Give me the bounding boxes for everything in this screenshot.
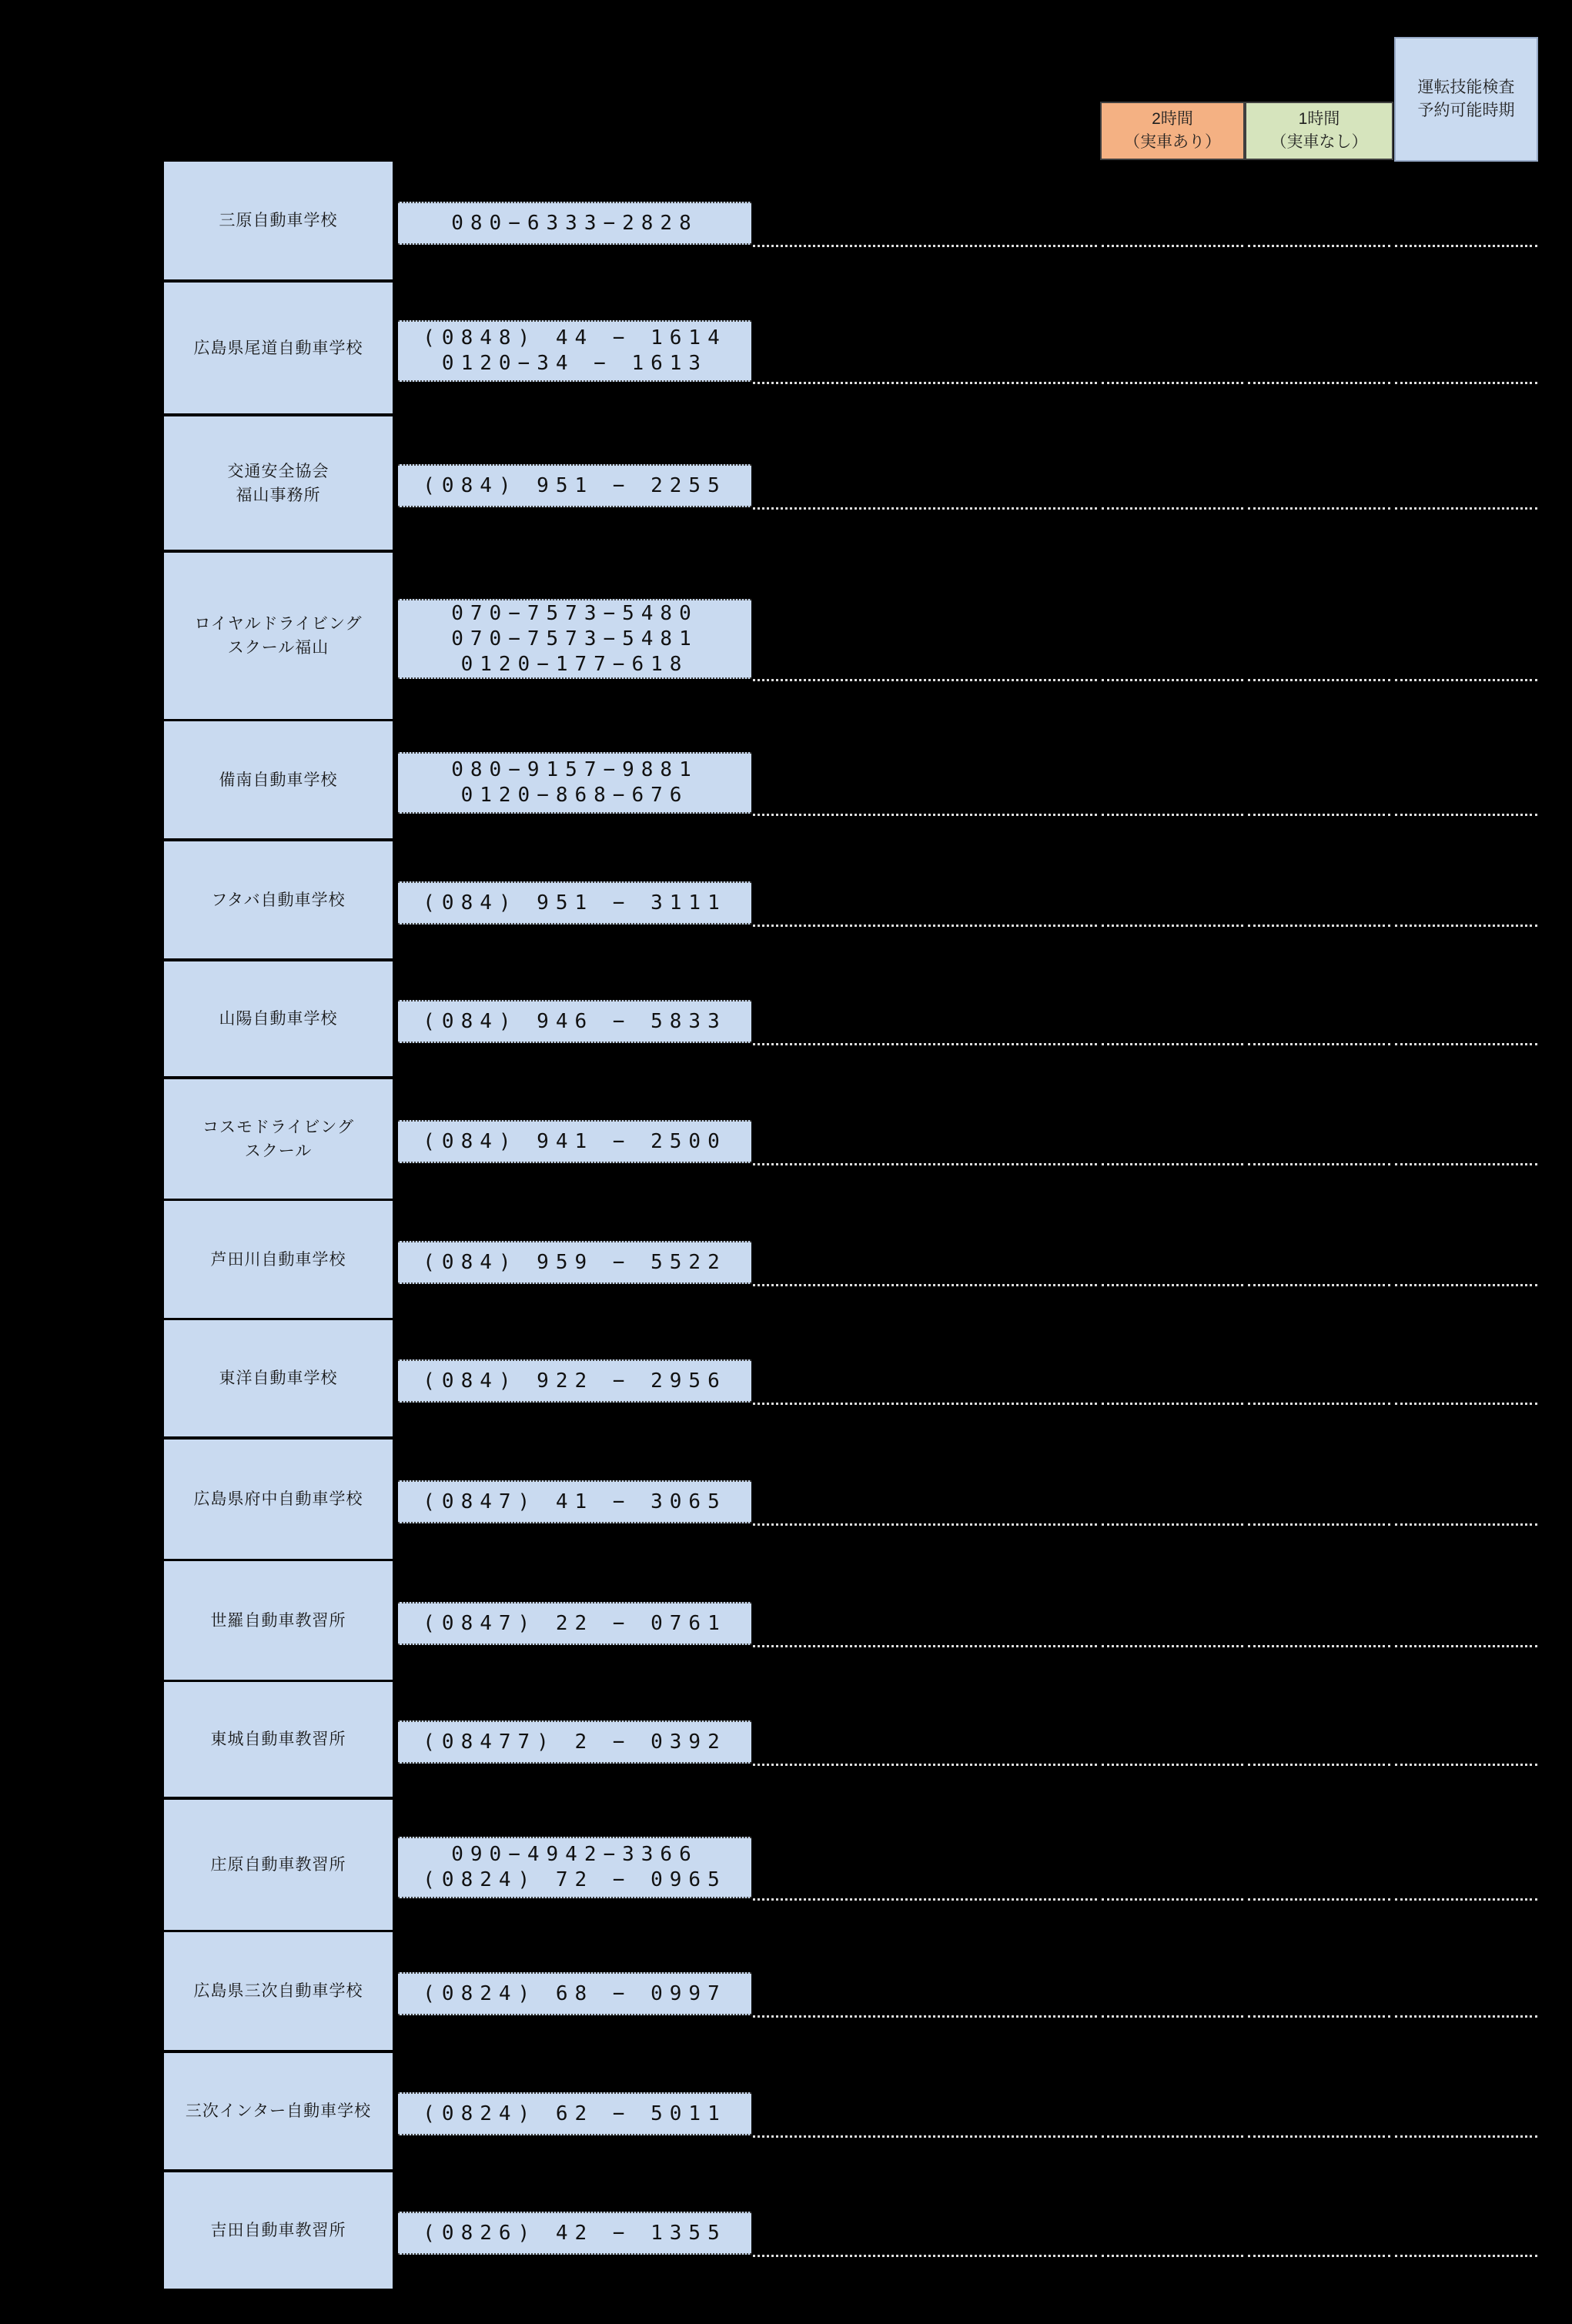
phone-number: (084) 922 − 2956 [423,1369,727,1393]
school-name-cell [164,1561,393,1680]
phone-cell [398,464,751,507]
phone-cell [398,1120,751,1163]
phone-number: (084) 946 − 5833 [423,1009,727,1033]
school-name-line: 三次インター自動車学校 [185,2102,372,2120]
header-2hour-line2: （実車あり） [1124,133,1221,151]
school-name-line: 福山事務所 [236,486,321,504]
table-row [0,2053,1572,2169]
table-row [0,1320,1572,1436]
table-row [0,162,1572,279]
phone-number: (084) 951 − 3111 [423,891,727,915]
phone-number: (084) 951 − 2255 [423,473,727,497]
school-name-cell [164,162,393,279]
phone-cell [398,2092,751,2135]
header-1hour-line1: 1時間 [1298,110,1340,128]
phone-cell [398,752,751,814]
table-row [0,1440,1572,1559]
school-name-cell [164,1079,393,1199]
phone-cell [398,1602,751,1645]
school-name-line: 交通安全協会 [227,462,329,480]
school-name-line: 世羅自動車教習所 [210,1611,346,1630]
phone-cell [398,320,751,382]
phone-cell [398,202,751,245]
school-name-cell [164,1932,393,2050]
phone-cell [398,1241,751,1284]
school-name-line: 備南自動車学校 [219,771,338,789]
table-row [0,1932,1572,2050]
school-name-line: 東洋自動車学校 [219,1369,338,1387]
phone-number: 0120−34 − 1613 [441,352,708,375]
phone-number: 080−9157−9881 [451,758,698,781]
school-name-line: 広島県府中自動車学校 [193,1490,363,1508]
table-row [0,416,1572,550]
school-name-cell [164,416,393,550]
school-name-line: ロイヤルドライビング [194,615,363,633]
header-reservation-line2: 予約可能時期 [1417,102,1515,119]
table-row [0,721,1572,838]
school-name-line: スクール福山 [227,639,329,657]
phone-number: 0120−177−618 [460,652,689,676]
school-name-cell [164,1800,393,1930]
phone-cell [398,1000,751,1043]
school-name-cell [164,553,393,719]
phone-number: 090−4942−3366 [451,1843,698,1866]
school-name-line: 広島県尾道自動車学校 [193,339,363,357]
phone-number: (0848) 44 − 1614 [423,326,727,349]
phone-number: (084) 941 − 2500 [423,1129,727,1153]
phone-number: 0120−868−676 [460,784,689,807]
phone-number: (0824) 62 − 5011 [423,2102,727,2125]
school-name-line: フタバ自動車学校 [211,891,346,909]
phone-cell [398,881,751,925]
school-name-line: 東城自動車教習所 [210,1730,346,1748]
table-row [0,1201,1572,1318]
phone-number: 070−7573−5480 [451,601,698,625]
school-name-cell [164,1320,393,1436]
header-1hour-line2: （実車なし） [1270,133,1368,151]
table-row [0,283,1572,413]
school-name-line: 三原自動車学校 [219,212,338,229]
phone-number: (0847) 41 − 3065 [423,1490,727,1513]
table-row [0,1800,1572,1930]
school-name-cell [164,1201,393,1318]
school-name-line: コスモドライビング [202,1118,354,1136]
school-name-cell [164,1682,393,1797]
phone-number: (084) 959 − 5522 [423,1250,727,1274]
school-name-cell [164,1440,393,1559]
phone-cell [398,1972,751,2015]
school-name-cell [164,721,393,838]
header-cell-2hour [1100,102,1245,160]
phone-cell [398,1837,751,1898]
school-name-cell [164,2172,393,2289]
school-name-line: 庄原自動車教習所 [210,1856,346,1874]
school-name-line: スクール [244,1142,313,1160]
phone-number: (0824) 72 − 0965 [423,1868,727,1891]
table-row [0,1079,1572,1199]
school-name-cell [164,961,393,1076]
header-2hour-line1: 2時間 [1152,110,1193,128]
header-reservation-line1: 運転技能検査 [1417,79,1515,96]
phone-cell [398,2212,751,2255]
table-row [0,1561,1572,1680]
school-name-cell [164,841,393,958]
phone-cell [398,1720,751,1764]
phone-cell [398,1359,751,1403]
school-name-cell [164,283,393,413]
phone-cell [398,1480,751,1523]
phone-number: 070−7573−5481 [451,627,698,650]
table-row [0,841,1572,958]
school-name-line: 芦田川自動車学校 [210,1250,346,1269]
table-row [0,553,1572,719]
table-row [0,961,1572,1076]
table-row [0,1682,1572,1797]
header-cell-1hour [1245,102,1393,160]
phone-cell [398,599,751,679]
school-name-line: 山陽自動車学校 [219,1010,338,1028]
phone-number: (08477) 2 − 0392 [423,1730,727,1754]
phone-number: (0847) 22 − 0761 [423,1611,727,1635]
phone-number: (0824) 68 − 0997 [423,1981,727,2005]
school-name-line: 広島県三次自動車学校 [193,1982,363,2000]
phone-number: 080−6333−2828 [451,211,698,235]
table-row [0,2172,1572,2289]
header-cell-reservation-period [1394,37,1538,162]
school-name-cell [164,2053,393,2169]
school-name-line: 吉田自動車教習所 [210,2222,346,2239]
phone-number: (0826) 42 − 1355 [423,2221,727,2245]
